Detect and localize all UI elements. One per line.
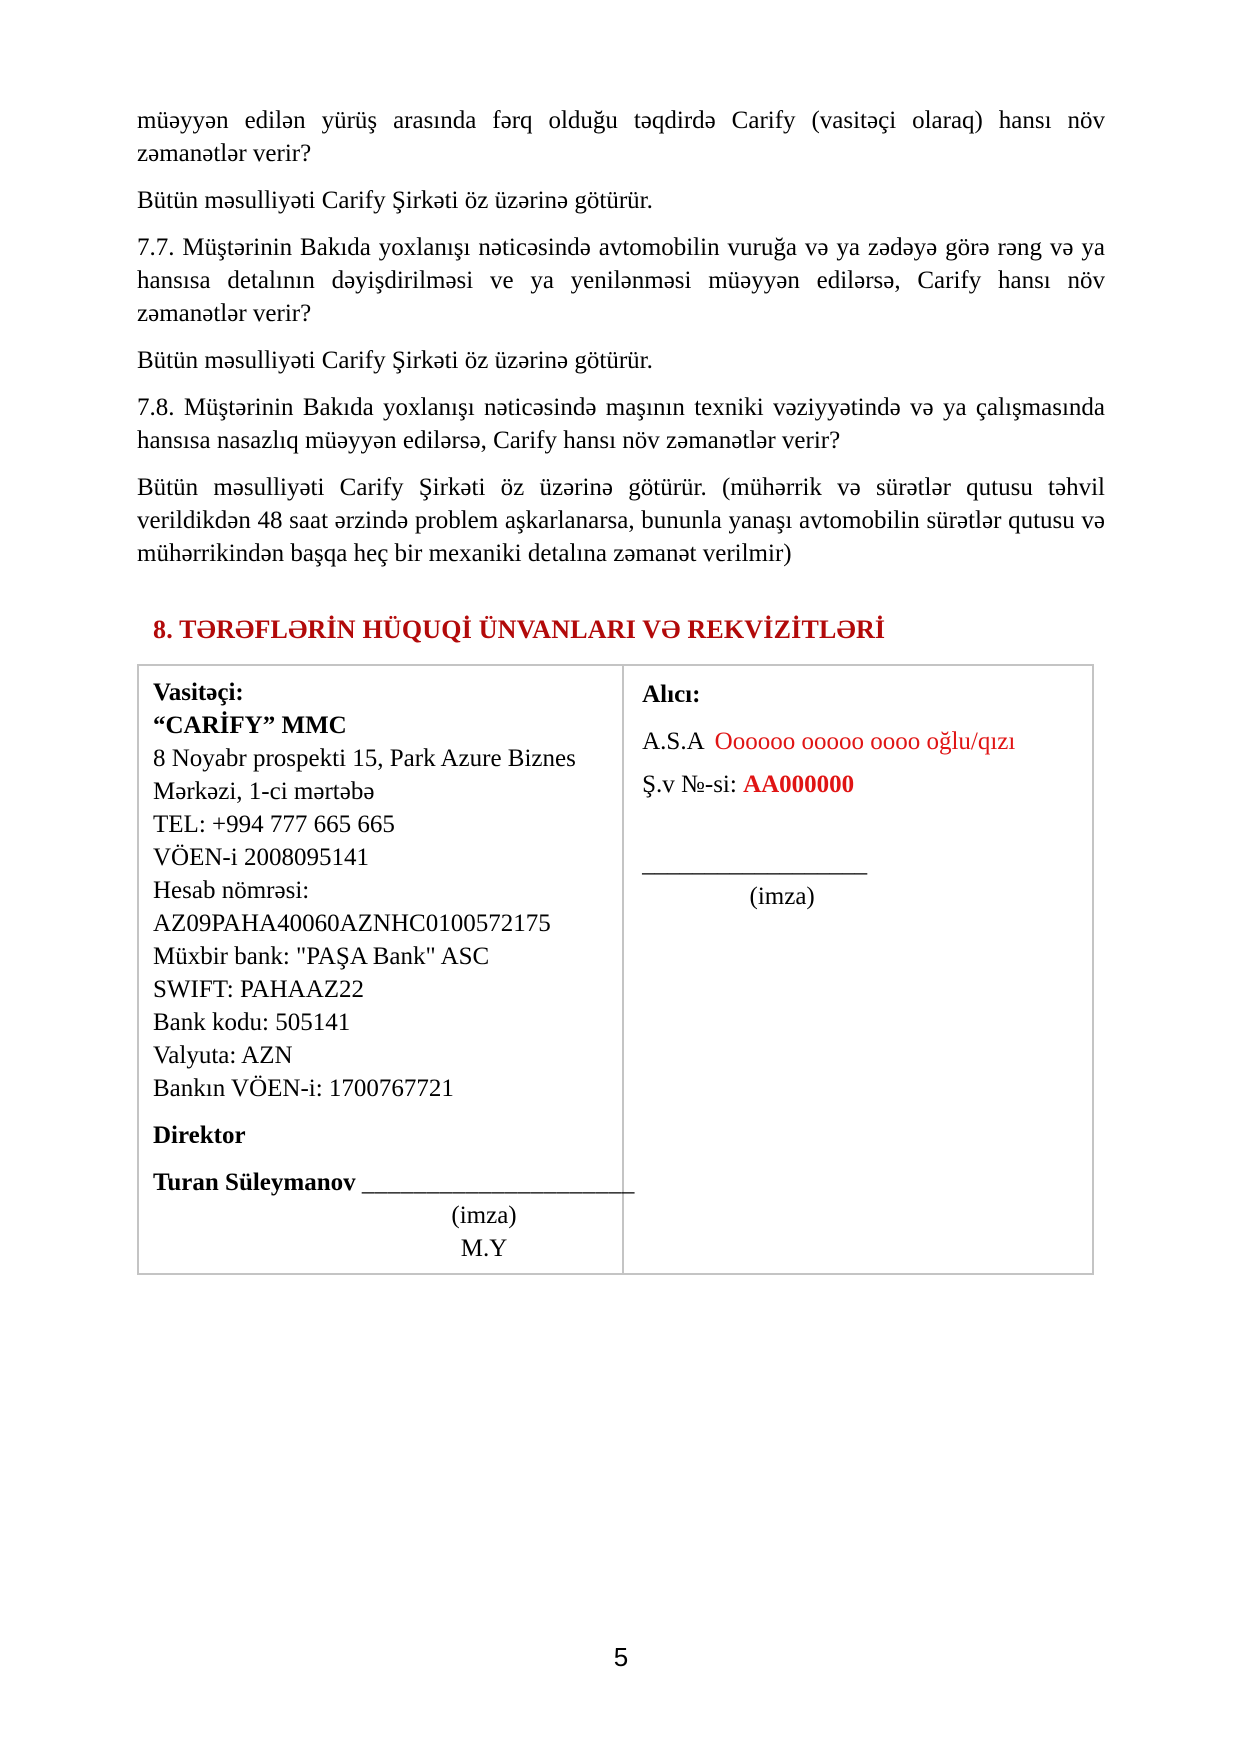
stamp-placeholder: M.Y <box>460 1235 508 1262</box>
clause-7-7: 7.7. Müştərinin Bakıda yoxlanışı nəticəsində avtomobilin vuruğa və ya zədəyə görə rəng və ya hansısa detalının dəyişdirilməsi ve ya yenilənməsi müəyyən edilərsə, Carify hansı növ zəmanətlər verir? <box>137 234 1105 327</box>
clause-7-8: 7.8. Müştərinin Bakıda yoxlanışı nəticəsində maşının texniki vəziyyətində və ya çalışmasında hansısa nasazlıq müəyyən edilərsə, Carify hansı növ zəmanətlər verir? <box>137 394 1105 454</box>
mediator-swift: SWIFT: PAHAAZ22 <box>153 976 365 1003</box>
requisites-row <box>138 665 1093 1274</box>
buyer-name-placeholder: Oooooo ooooo oooo oğlu/qızı <box>714 728 1016 755</box>
mediator-currency: Valyuta: AZN <box>153 1042 293 1069</box>
section-8-heading: 8. TƏRƏFLƏRİN HÜQUQİ ÜNVANLARI VƏ REKVİZİTLƏRİ <box>153 615 886 644</box>
signature-caption: (imza) <box>451 1202 517 1229</box>
mediator-correspondent-bank: Müxbir bank: "PAŞA Bank" ASC <box>153 943 490 970</box>
requisites-table <box>137 664 1094 1275</box>
mediator-voen: VÖEN-i 2008095141 <box>153 844 369 871</box>
buyer-name-label: A.S.A <box>642 728 705 755</box>
page-number: 5 <box>613 1642 629 1672</box>
clause-7-7-answer: Bütün məsulliyəti Carify Şirkəti öz üzərinə götürür. <box>137 347 653 374</box>
buyer-role-label: Alıcı: <box>642 681 701 708</box>
mediator-address: 8 Noyabr prospekti 15, Park Azure Biznes Mərkəzi, 1-ci mərtəbə <box>153 745 576 805</box>
contract-clauses <box>137 104 1105 570</box>
clause-answer: Bütün məsulliyəti Carify Şirkəti öz üzərinə götürür. <box>137 187 653 214</box>
buyer-signature-line: __________________ <box>642 850 868 877</box>
buyer-name-line <box>642 725 1078 758</box>
director-signature-line: _____________________ <box>361 1169 635 1196</box>
mediator-iban: AZ09PAHA40060AZNHC0100572175 <box>153 910 551 937</box>
clause-7-8-answer: Bütün məsulliyəti Carify Şirkəti öz üzərinə götürür. (mühərrik və sürətlər qutusu təhvil verildikdən 48 saat ərzində problem aşkarlanarsa, bununla yanaşı avtomobilin sürətlər qutusu və mühərrikindən başqa heç bir mexaniki detalına zəmanət verilmir) <box>137 474 1105 567</box>
director-label: Direktor <box>153 1122 246 1149</box>
buyer-id-placeholder: AA000000 <box>743 771 855 798</box>
mediator-details <box>153 676 635 1265</box>
buyer-signature-block <box>642 847 882 913</box>
mediator-cell <box>138 665 635 1274</box>
buyer-id-label: Ş.v №-si: <box>642 771 737 798</box>
director-signature-caption-block <box>349 1199 619 1265</box>
clause-continuation: müəyyən edilən yürüş arasında fərq olduğu təqdirdə Carify (vasitəçi olaraq) hansı növ zəmanətlər verir? <box>137 107 1105 167</box>
mediator-account-label: Hesab nömrəsi: <box>153 877 310 904</box>
director-name: Turan Süleymanov <box>153 1169 356 1196</box>
buyer-cell <box>623 665 1093 1274</box>
mediator-bank-voen: Bankın VÖEN-i: 1700767721 <box>153 1075 454 1102</box>
director-signature-row <box>153 1166 635 1199</box>
buyer-id-line <box>642 768 1078 801</box>
mediator-company-name: “CARİFY” MMC <box>153 712 347 739</box>
buyer-signature-caption: (imza) <box>749 883 815 910</box>
mediator-bank-code: Bank kodu: 505141 <box>153 1009 351 1036</box>
mediator-role-label: Vasitəçi: <box>153 679 244 706</box>
mediator-phone: TEL: +994 777 665 665 <box>153 811 395 838</box>
